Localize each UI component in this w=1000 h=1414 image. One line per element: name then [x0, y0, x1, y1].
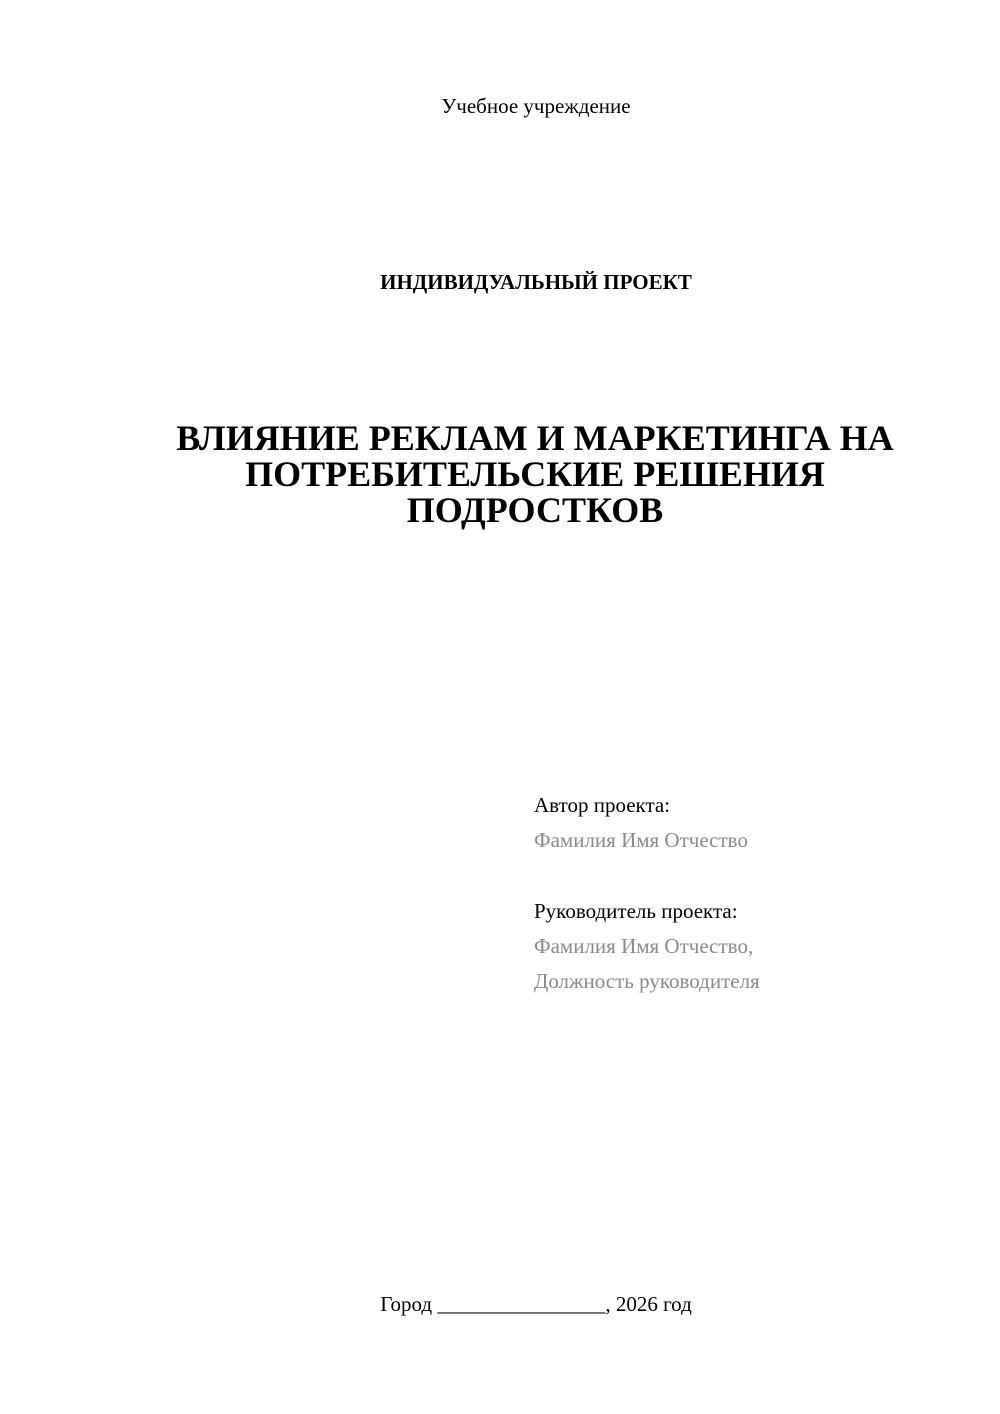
title-line: ПОТРЕБИТЕЛЬСКИЕ РЕШЕНИЯ	[245, 454, 825, 494]
author-name: Фамилия Имя Отчество	[534, 828, 748, 852]
city-year-line: Город ________________, 2026 год	[380, 1292, 692, 1316]
spacer	[534, 858, 974, 894]
title-line: ВЛИЯНИЕ РЕКЛАМ И МАРКЕТИНГА НА	[176, 418, 894, 458]
supervisor-name: Фамилия Имя Отчество,	[534, 934, 754, 958]
title-line: ПОДРОСТКОВ	[406, 490, 664, 530]
institution-name: Учебное учреждение	[441, 94, 631, 118]
credits-block	[534, 788, 974, 999]
author-label: Автор проекта:	[534, 793, 671, 817]
project-title	[100, 420, 970, 528]
supervisor-label: Руководитель проекта:	[534, 899, 738, 923]
document-type: ИНДИВИДУАЛЬНЫЙ ПРОЕКТ	[380, 270, 692, 294]
supervisor-position: Должность руководителя	[534, 969, 760, 993]
